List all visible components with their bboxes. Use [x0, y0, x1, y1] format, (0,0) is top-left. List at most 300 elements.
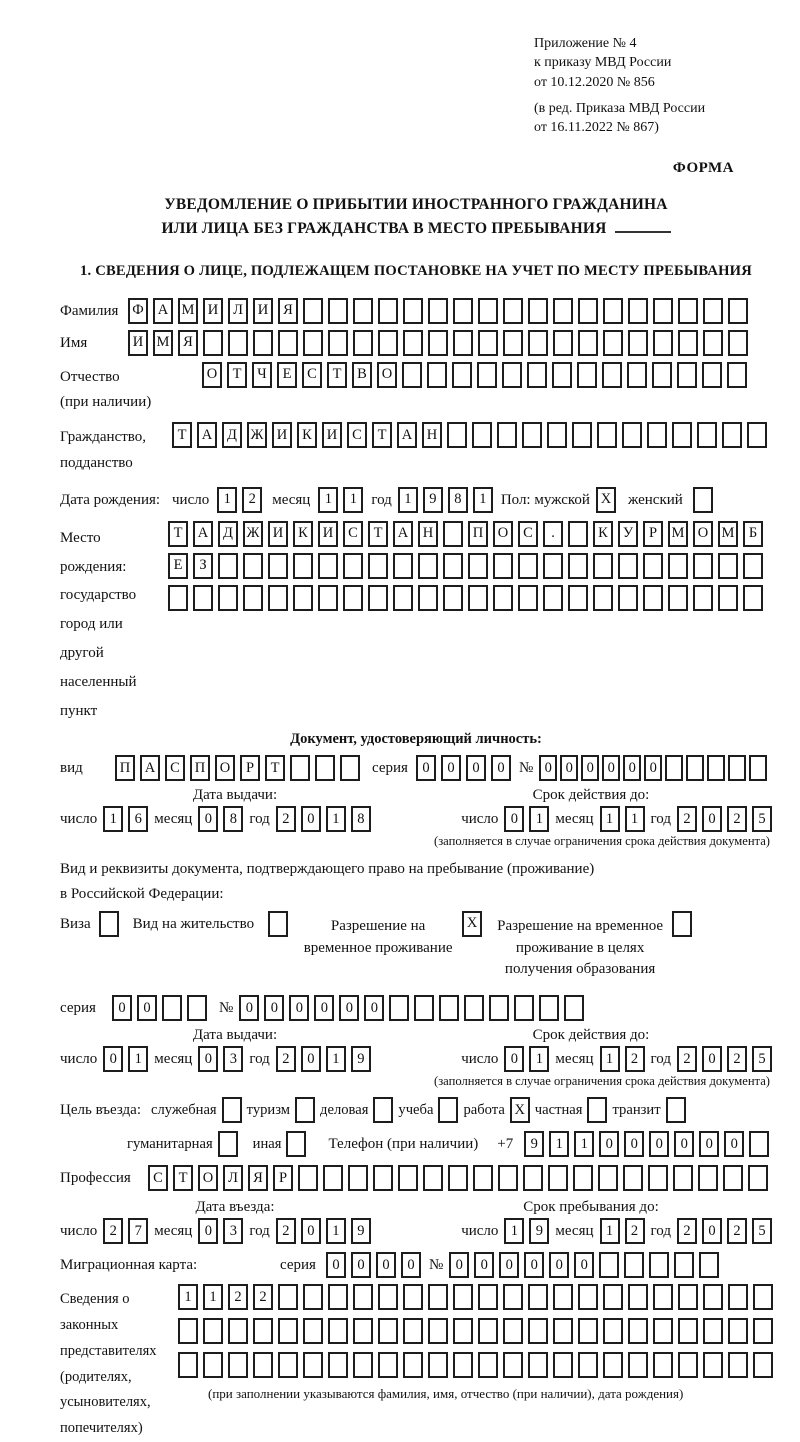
- entry-month-label: месяц: [154, 1223, 193, 1240]
- appendix-line: Приложение № 4: [534, 36, 637, 51]
- form-cell: [539, 995, 559, 1021]
- form-cell: М: [718, 521, 738, 547]
- form-cell: [443, 521, 463, 547]
- option-temp-residence-checkbox: [462, 911, 482, 937]
- form-cell: П: [468, 521, 488, 547]
- form-cell: О: [202, 362, 222, 388]
- form-cell: [453, 330, 473, 356]
- form-cell: [677, 362, 697, 388]
- form-cell: [228, 1318, 248, 1344]
- birth-year-label: год: [371, 491, 392, 508]
- form-cell: [743, 585, 763, 611]
- title-line-1: УВЕДОМЛЕНИЕ О ПРИБЫТИИ ИНОСТРАННОГО ГРАЖДАНИНА: [164, 195, 668, 213]
- form-cell: [453, 298, 473, 324]
- form-cell: 1: [103, 806, 123, 832]
- form-cell: [602, 362, 622, 388]
- stay-month-cells: [600, 1218, 645, 1244]
- residence-issue-header: Дата выдачи:: [192, 1027, 278, 1044]
- form-cell: [564, 995, 584, 1021]
- form-cell: [428, 330, 448, 356]
- form-cell: Я: [248, 1165, 268, 1191]
- form-cell: [749, 1131, 769, 1157]
- form-cell: [478, 1318, 498, 1344]
- form-cell: [318, 585, 338, 611]
- form-cell: Н: [422, 422, 442, 448]
- form-cell: [553, 1284, 573, 1310]
- form-cell: Е: [168, 553, 188, 579]
- form-cell: 0: [624, 1131, 644, 1157]
- residence-number-label: №: [219, 1000, 234, 1017]
- form-cell: [328, 330, 348, 356]
- form-cell: 0: [137, 995, 157, 1021]
- form-cell: [603, 1352, 623, 1378]
- stay-year-label: год: [650, 1223, 671, 1240]
- form-cell: [303, 1284, 323, 1310]
- representatives-cells-row2: [178, 1318, 773, 1344]
- form-cell: Т: [372, 422, 392, 448]
- form-cell: 9: [524, 1131, 544, 1157]
- phone-cells: [524, 1131, 769, 1157]
- purpose-transit-label: транзит: [612, 1102, 661, 1119]
- form-cell: С: [343, 521, 363, 547]
- entry-date-header: Дата въезда:: [195, 1199, 275, 1216]
- form-cell: [728, 330, 748, 356]
- form-cell: 1: [203, 1284, 223, 1310]
- form-cell: [674, 1252, 694, 1278]
- form-cell: [443, 553, 463, 579]
- stay-year-cells: [677, 1218, 772, 1244]
- form-cell: Ж: [243, 521, 263, 547]
- form-cell: 0: [574, 1252, 594, 1278]
- form-cell: [278, 1284, 298, 1310]
- representatives-cells-row3: [178, 1352, 773, 1378]
- form-cell: [403, 298, 423, 324]
- form-cell: [328, 1318, 348, 1344]
- form-cell: 0: [289, 995, 309, 1021]
- form-cell: [378, 1284, 398, 1310]
- form-cell: 0: [699, 1131, 719, 1157]
- form-cell: [748, 1165, 768, 1191]
- form-cell: Б: [743, 521, 763, 547]
- form-cell: Т: [368, 521, 388, 547]
- purpose-study-checkbox: [438, 1097, 458, 1123]
- residence-valid-day-cells: [504, 1046, 549, 1072]
- form-cell: [728, 1284, 748, 1310]
- form-cell: [453, 1352, 473, 1378]
- form-cell: 1: [600, 1218, 620, 1244]
- form-cell: [543, 553, 563, 579]
- identity-doc-dates: [60, 806, 772, 832]
- birth-place-cells-row1: [168, 521, 763, 547]
- form-cell: 1: [318, 487, 338, 513]
- form-cell: [603, 1284, 623, 1310]
- form-cell: О: [693, 521, 713, 547]
- form-cell: [647, 422, 667, 448]
- form-cell: 1: [217, 487, 237, 513]
- form-cell: 0: [198, 806, 218, 832]
- form-cell: [393, 585, 413, 611]
- birth-month-label: месяц: [272, 491, 311, 508]
- form-cell: 8: [223, 806, 243, 832]
- form-cell: 2: [103, 1218, 123, 1244]
- form-cell: И: [272, 422, 292, 448]
- form-cell: [218, 585, 238, 611]
- form-cell: 0: [491, 755, 511, 781]
- birth-date-label: Дата рождения:: [60, 491, 161, 508]
- form-cell: [665, 755, 683, 781]
- form-cell: А: [197, 422, 217, 448]
- form-cell: А: [140, 755, 160, 781]
- form-cell: [403, 330, 423, 356]
- option-residence-permit: Вид на жительство: [133, 911, 288, 937]
- form-cell: [727, 362, 747, 388]
- form-cell: 2: [276, 1046, 296, 1072]
- valid-month-label: месяц: [555, 811, 594, 828]
- form-cell: [666, 1097, 686, 1123]
- entry-day-cells: [103, 1218, 148, 1244]
- form-cell: 2: [677, 1218, 697, 1244]
- form-cell: 0: [416, 755, 436, 781]
- birth-month-cells: [318, 487, 363, 513]
- residence-valid-header: Срок действия до:: [532, 1027, 650, 1044]
- issue-day-label: число: [60, 811, 98, 828]
- form-cell: [243, 585, 263, 611]
- form-cell: 9: [351, 1046, 371, 1072]
- doc-type-label: вид: [60, 760, 83, 777]
- form-cell: С: [518, 521, 538, 547]
- form-cell: 0: [649, 1131, 669, 1157]
- form-cell: [468, 585, 488, 611]
- form-cell: [703, 1318, 723, 1344]
- form-cell: [698, 1165, 718, 1191]
- form-cell: [368, 585, 388, 611]
- form-cell: [672, 422, 692, 448]
- representatives-block: [60, 1284, 772, 1442]
- form-cell: X: [596, 487, 616, 513]
- purpose-business-checkbox: [373, 1097, 393, 1123]
- doc-series-label: серия: [372, 760, 408, 777]
- form-cell: [528, 1318, 548, 1344]
- residence-issue-day-cells: [103, 1046, 148, 1072]
- profession-cells: [148, 1165, 768, 1191]
- form-cell: [403, 1352, 423, 1378]
- residence-issue-year-cells: [276, 1046, 371, 1072]
- form-cell: [653, 1352, 673, 1378]
- form-cell: [678, 298, 698, 324]
- form-cell: [553, 298, 573, 324]
- form-cell: [668, 585, 688, 611]
- form-cell: 5: [752, 1218, 772, 1244]
- representatives-label: Сведения о законных представителях (родителях, усыновителях, попечителях): [60, 1291, 157, 1437]
- form-cell: Н: [418, 521, 438, 547]
- form-cell: [489, 995, 509, 1021]
- form-cell: [478, 1352, 498, 1378]
- issue-month-cells: [198, 806, 243, 832]
- form-cell: А: [397, 422, 417, 448]
- form-cell: А: [193, 521, 213, 547]
- form-cell: Т: [265, 755, 285, 781]
- form-cell: И: [318, 521, 338, 547]
- purpose-tourism-checkbox: [295, 1097, 315, 1123]
- form-cell: 0: [264, 995, 284, 1021]
- form-cell: [340, 755, 360, 781]
- form-cell: 0: [103, 1046, 123, 1072]
- birth-place-cells-row3: [168, 585, 763, 611]
- form-cell: Т: [168, 521, 188, 547]
- form-cell: [278, 1352, 298, 1378]
- form-cell: [743, 553, 763, 579]
- form-cell: [278, 330, 298, 356]
- form-cell: С: [148, 1165, 168, 1191]
- form-cell: [203, 1318, 223, 1344]
- form-cell: [643, 585, 663, 611]
- form-cell: 0: [301, 1218, 321, 1244]
- residence-valid-month-cells: [600, 1046, 645, 1072]
- form-cell: 2: [253, 1284, 273, 1310]
- form-cell: [728, 1352, 748, 1378]
- form-cell: Ф: [128, 298, 148, 324]
- form-cell: 5: [752, 1046, 772, 1072]
- issue-date-header: Дата выдачи:: [192, 787, 278, 804]
- form-cell: [653, 1284, 673, 1310]
- form-cell: [378, 298, 398, 324]
- form-cell: Р: [273, 1165, 293, 1191]
- stay-day-cells: [504, 1218, 549, 1244]
- migration-series-label: серия: [280, 1257, 316, 1274]
- form-cell: 9: [529, 1218, 549, 1244]
- form-cell: Я: [278, 298, 298, 324]
- form-cell: С: [347, 422, 367, 448]
- form-cell: 0: [623, 755, 641, 781]
- form-cell: И: [322, 422, 342, 448]
- form-cell: К: [293, 521, 313, 547]
- residence-options-row: [60, 911, 772, 981]
- form-cell: [268, 911, 288, 937]
- valid-year-cells: [677, 806, 772, 832]
- form-cell: 9: [351, 1218, 371, 1244]
- form-cell: 1: [326, 1218, 346, 1244]
- form-cell: 0: [449, 1252, 469, 1278]
- form-cell: [653, 298, 673, 324]
- purpose-study-label: учеба: [398, 1102, 434, 1119]
- form-cell: [428, 1352, 448, 1378]
- form-cell: [418, 585, 438, 611]
- form-cell: 0: [401, 1252, 421, 1278]
- form-cell: [627, 362, 647, 388]
- form-cell: 3: [223, 1046, 243, 1072]
- form-cell: [703, 1284, 723, 1310]
- purpose-work-checkbox: [510, 1097, 530, 1123]
- form-cell: [378, 1318, 398, 1344]
- form-label: ФОРМА: [672, 159, 734, 176]
- form-cell: [673, 1165, 693, 1191]
- entry-day-label: число: [60, 1223, 98, 1240]
- form-cell: [452, 362, 472, 388]
- profession-label: Профессия: [60, 1170, 131, 1187]
- valid-year-label: год: [650, 811, 671, 828]
- form-cell: [353, 1352, 373, 1378]
- purpose-row-2: [60, 1131, 772, 1157]
- form-cell: 0: [198, 1218, 218, 1244]
- form-cell: [472, 422, 492, 448]
- form-cell: [578, 330, 598, 356]
- form-cell: [628, 1284, 648, 1310]
- form-cell: [628, 1318, 648, 1344]
- residence-valid-year-label: год: [650, 1051, 671, 1068]
- form-cell: [628, 330, 648, 356]
- purpose-private-checkbox: [587, 1097, 607, 1123]
- form-cell: 1: [600, 806, 620, 832]
- migration-card-label: Миграционная карта:: [60, 1257, 198, 1274]
- title-blank-underline: [615, 221, 671, 233]
- form-cell: [378, 1352, 398, 1378]
- form-cell: 2: [625, 1046, 645, 1072]
- form-cell: 8: [448, 487, 468, 513]
- form-cell: [548, 1165, 568, 1191]
- birth-place-cells-row2: [168, 553, 763, 579]
- form-cell: 2: [727, 1218, 747, 1244]
- form-cell: [624, 1252, 644, 1278]
- form-cell: [403, 1284, 423, 1310]
- form-cell: 0: [198, 1046, 218, 1072]
- form-cell: И: [268, 521, 288, 547]
- form-cell: [318, 553, 338, 579]
- form-cell: [518, 585, 538, 611]
- valid-date-header: Срок действия до:: [532, 787, 650, 804]
- form-cell: 0: [702, 1046, 722, 1072]
- form-cell: С: [302, 362, 322, 388]
- patronymic-row: [60, 362, 772, 417]
- birth-year-cells: [398, 487, 493, 513]
- form-cell: [468, 553, 488, 579]
- form-cell: П: [115, 755, 135, 781]
- form-cell: [618, 585, 638, 611]
- form-cell: [603, 298, 623, 324]
- form-cell: 0: [499, 1252, 519, 1278]
- appendix-header: [534, 34, 772, 138]
- form-cell: [447, 422, 467, 448]
- form-cell: 1: [549, 1131, 569, 1157]
- form-cell: [672, 911, 692, 937]
- form-cell: [478, 298, 498, 324]
- purpose-row-1: [60, 1097, 772, 1123]
- form-cell: К: [297, 422, 317, 448]
- residence-note: (заполняется в случае ограничения срока действия документа): [434, 1074, 770, 1089]
- form-cell: 2: [228, 1284, 248, 1310]
- form-cell: [649, 1252, 669, 1278]
- form-cell: [403, 1318, 423, 1344]
- form-cell: Е: [277, 362, 297, 388]
- residence-issue-month-label: месяц: [154, 1051, 193, 1068]
- form-cell: [498, 1165, 518, 1191]
- form-cell: [527, 362, 547, 388]
- form-cell: 1: [128, 1046, 148, 1072]
- form-cell: [578, 1284, 598, 1310]
- valid-month-cells: [600, 806, 645, 832]
- form-cell: [502, 362, 522, 388]
- purpose-private-label: частная: [534, 1102, 583, 1119]
- form-cell: [178, 1352, 198, 1378]
- form-cell: [438, 1097, 458, 1123]
- form-cell: Ч: [252, 362, 272, 388]
- identity-doc-heading: Документ, удостоверяющий личность:: [290, 731, 542, 748]
- appendix-line: к приказу МВД России: [534, 55, 672, 71]
- sex-female-label: женский: [627, 491, 683, 508]
- form-cell: [603, 1318, 623, 1344]
- phone-prefix: +7: [497, 1136, 514, 1153]
- form-cell: 0: [326, 1252, 346, 1278]
- form-cell: [497, 422, 517, 448]
- form-cell: [528, 1352, 548, 1378]
- identity-doc-note: (заполняется в случае ограничения срока действия документа): [434, 834, 770, 849]
- form-cell: 0: [301, 1046, 321, 1072]
- form-cell: 6: [128, 806, 148, 832]
- form-cell: [290, 755, 310, 781]
- profession-row: [60, 1165, 772, 1191]
- form-cell: [503, 1318, 523, 1344]
- form-cell: [728, 1318, 748, 1344]
- form-cell: [553, 330, 573, 356]
- form-cell: 0: [644, 755, 662, 781]
- form-cell: [628, 1352, 648, 1378]
- form-cell: [328, 1284, 348, 1310]
- form-cell: [168, 585, 188, 611]
- form-cell: 0: [474, 1252, 494, 1278]
- form-cell: [343, 585, 363, 611]
- form-cell: Т: [173, 1165, 193, 1191]
- form-cell: 1: [529, 1046, 549, 1072]
- identity-doc-date-headers: [60, 787, 772, 804]
- birth-place-label: Место рождения: государство город или другой населенный пункт: [60, 529, 137, 719]
- form-cell: И: [203, 298, 223, 324]
- residence-issue-year-label: год: [249, 1051, 270, 1068]
- form-cell: [568, 585, 588, 611]
- form-cell: 2: [677, 806, 697, 832]
- residence-dates: [60, 1046, 772, 1072]
- form-cell: [598, 1165, 618, 1191]
- sex-female-checkbox: [693, 487, 713, 513]
- form-cell: [343, 553, 363, 579]
- form-cell: [703, 330, 723, 356]
- form-cell: [428, 1318, 448, 1344]
- form-cell: Т: [172, 422, 192, 448]
- form-cell: [697, 422, 717, 448]
- form-cell: [477, 362, 497, 388]
- form-cell: [578, 1318, 598, 1344]
- phone-label: Телефон (при наличии): [328, 1136, 479, 1153]
- form-cell: О: [198, 1165, 218, 1191]
- form-cell: [723, 1165, 743, 1191]
- form-cell: [728, 755, 746, 781]
- entry-year-cells: [276, 1218, 371, 1244]
- purpose-humanitarian-checkbox: [218, 1131, 238, 1157]
- form-cell: [303, 298, 323, 324]
- form-cell: Л: [228, 298, 248, 324]
- residence-series-row: [60, 995, 772, 1021]
- entry-month-cells: [198, 1218, 243, 1244]
- form-cell: Р: [643, 521, 663, 547]
- representatives-grid: [178, 1284, 773, 1442]
- form-cell: 1: [326, 806, 346, 832]
- form-cell: [353, 298, 373, 324]
- form-cell: 1: [326, 1046, 346, 1072]
- form-cell: [428, 298, 448, 324]
- form-cell: 0: [339, 995, 359, 1021]
- form-cell: [503, 330, 523, 356]
- form-cell: 1: [529, 806, 549, 832]
- form-cell: [378, 330, 398, 356]
- form-cell: [228, 330, 248, 356]
